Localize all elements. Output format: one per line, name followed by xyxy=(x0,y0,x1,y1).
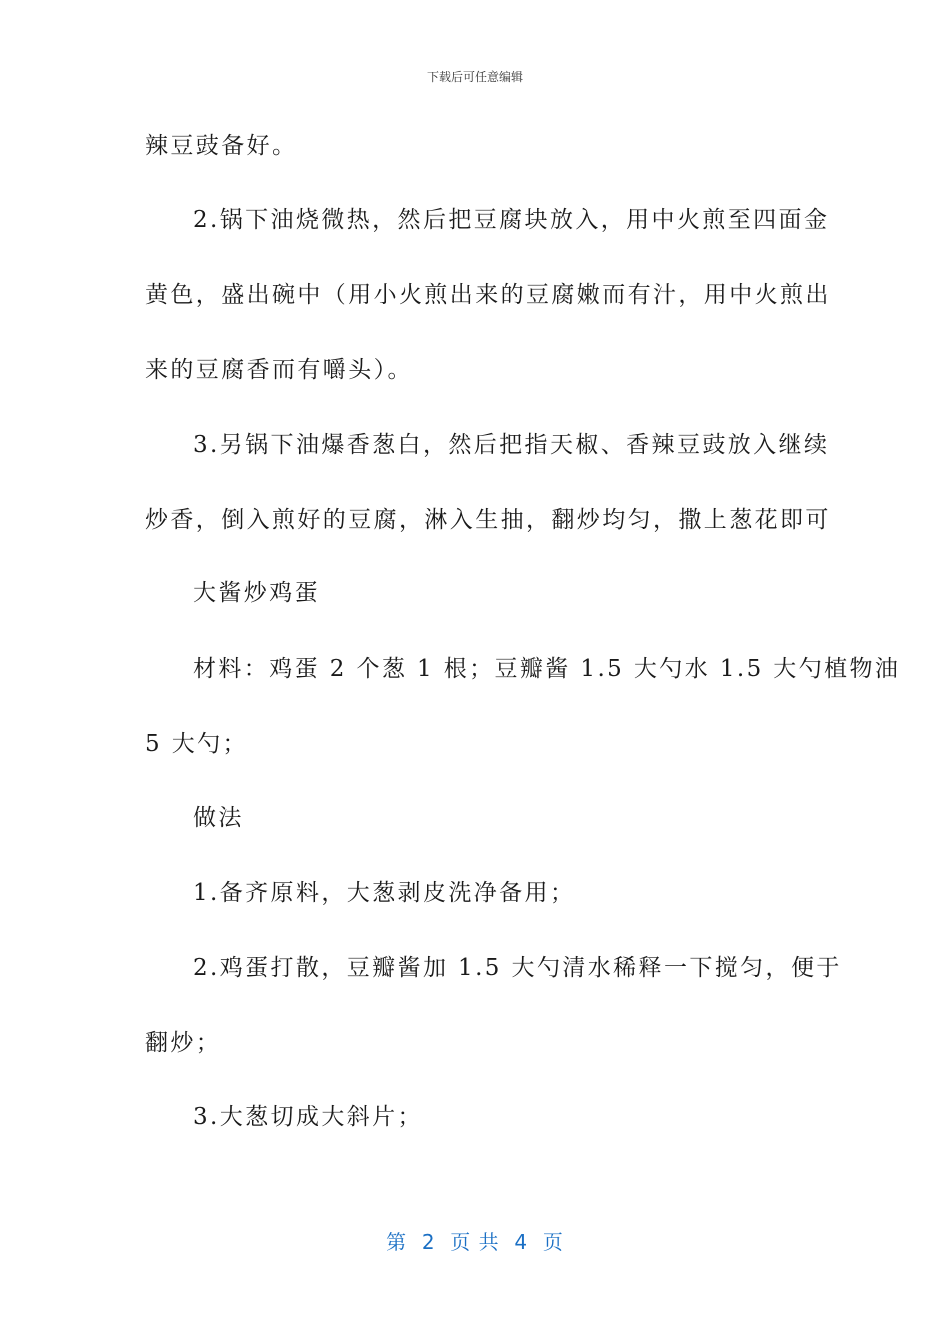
step-2-line-1: 2.鸡蛋打散，豆瓣酱加 1.5 大勺清水稀释一下搅匀，便于 xyxy=(193,955,842,981)
step-3: 3.大葱切成大斜片； xyxy=(193,1104,423,1130)
step-1: 1.备齐原料，大葱剥皮洗净备用； xyxy=(193,880,576,906)
body-line-6: 炒香，倒入煎好的豆腐，淋入生抽，翻炒均匀，撒上葱花即可 xyxy=(145,507,831,533)
method-heading: 做法 xyxy=(193,805,244,831)
header-note: 下载后可任意编辑 xyxy=(426,70,523,84)
step-2-line-2: 翻炒； xyxy=(145,1030,222,1056)
body-line-1: 辣豆豉备好。 xyxy=(145,133,298,159)
body-line-2: 2.锅下油烧微热，然后把豆腐块放入，用中火煎至四面金 xyxy=(193,207,830,233)
page-number-text: 第 2 页 共 4 页 xyxy=(386,1230,564,1254)
ingredients-line-2: 5 大勺； xyxy=(145,731,248,757)
body-line-4: 来的豆腐香而有嚼头）。 xyxy=(145,357,413,383)
page-number xyxy=(0,1226,950,1255)
recipe-title: 大酱炒鸡蛋 xyxy=(193,580,320,606)
ingredients-line-1: 材料：鸡蛋 2 个葱 1 根；豆瓣酱 1.5 大勺水 1.5 大勺植物油 xyxy=(193,656,901,682)
body-line-5: 3.另锅下油爆香葱白，然后把指天椒、香辣豆豉放入继续 xyxy=(193,432,830,458)
body-line-3: 黄色，盛出碗中（用小火煎出来的豆腐嫩而有汁，用中火煎出 xyxy=(145,282,831,308)
